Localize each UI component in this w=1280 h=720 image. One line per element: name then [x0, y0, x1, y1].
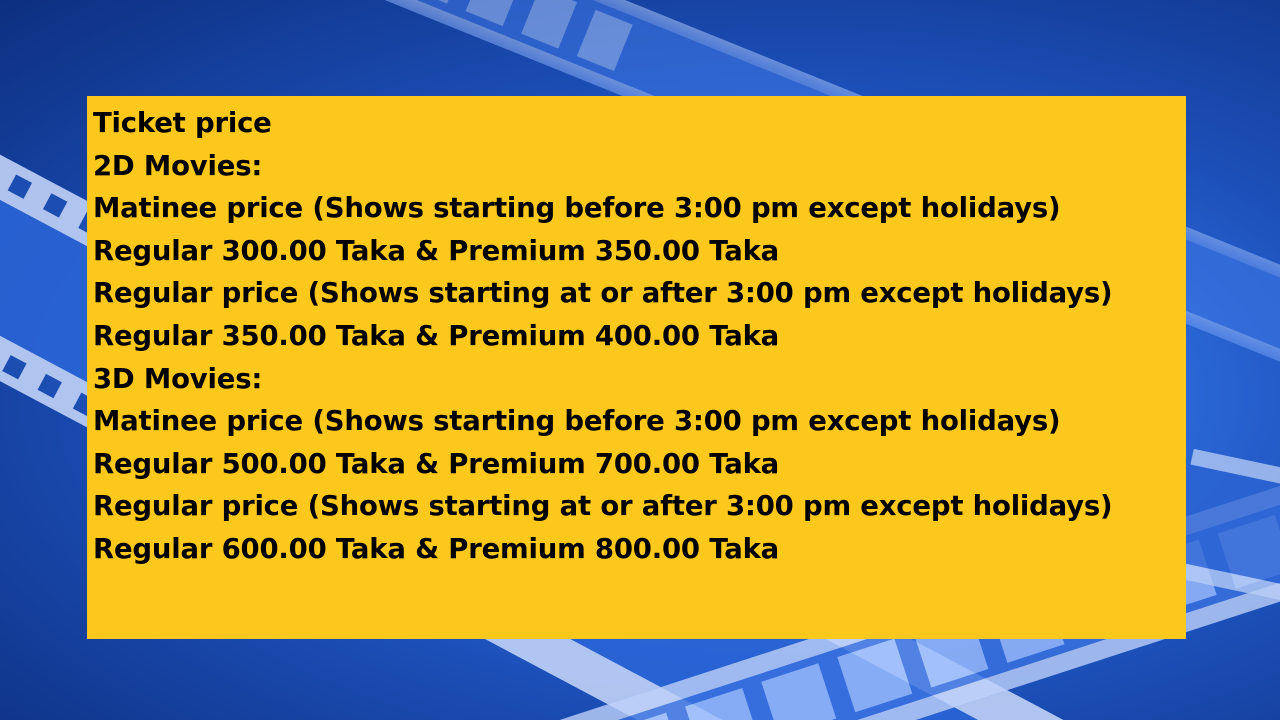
tier-prices-2d-regular: Regular 350.00 Taka & Premium 400.00 Taka — [93, 319, 780, 352]
ticket-price-panel — [87, 96, 1186, 639]
tier-prices-2d-matinee: Regular 300.00 Taka & Premium 350.00 Taka — [93, 234, 780, 267]
tier-label-2d-regular: Regular price (Shows starting at or after 3:00 pm except holidays) — [93, 277, 1113, 310]
panel-title: Ticket price — [93, 107, 272, 139]
section-heading-2d: 2D Movies: — [93, 149, 263, 182]
tier-label-3d-matinee: Matinee price (Shows starting before 3:00 pm except holidays) — [93, 405, 1061, 438]
tier-prices-3d-matinee: Regular 500.00 Taka & Premium 700.00 Taka — [93, 447, 780, 480]
tier-label-2d-matinee: Matinee price (Shows starting before 3:00 pm except holidays) — [93, 192, 1061, 225]
tier-label-3d-regular: Regular price (Shows starting at or after 3:00 pm except holidays) — [93, 490, 1113, 523]
tier-prices-3d-regular: Regular 600.00 Taka & Premium 800.00 Taka — [93, 532, 780, 565]
section-heading-3d: 3D Movies: — [93, 362, 263, 395]
